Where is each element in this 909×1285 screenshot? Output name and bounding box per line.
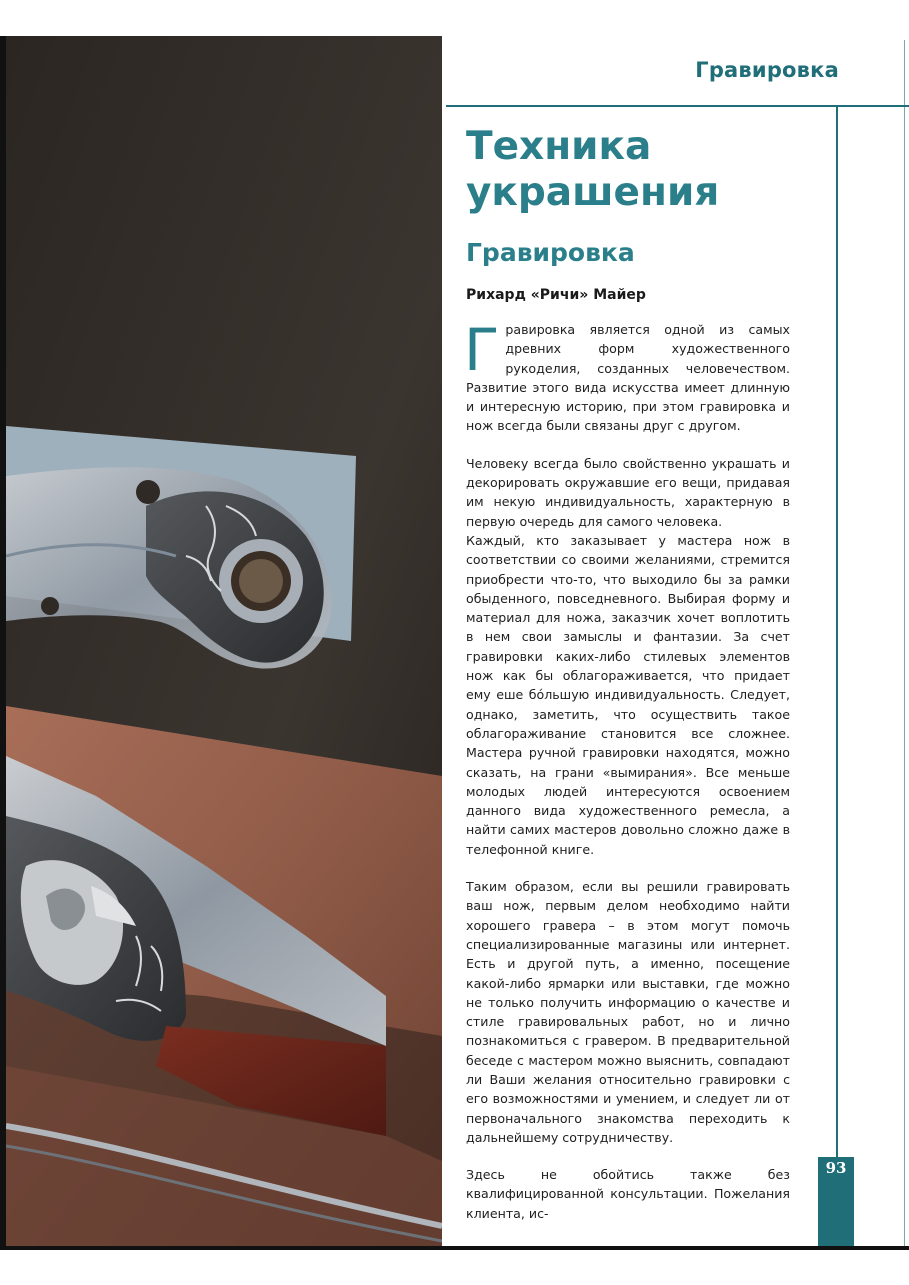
author-byline: Рихард «Ричи» Майер	[466, 287, 646, 303]
paragraph-1	[464, 316, 790, 436]
scan-bottom-edge	[0, 1246, 909, 1250]
paragraph-4: Таким образом, если вы решили гравировать ваш нож, первым делом необходимо найти хорошего гравера – в этом могут помочь специализированные магазины или интернет. Есть и другой путь, а именно, посещение какой-либо ярмарки или выставки, где можно не только получить информацию о качестве и стиле гравировальных работ, но и лично познакомиться с гравером. В предварительной беседе с мастером можно выяснить, совпадают ли Ваши желания относительно гравировки с его возможностями и умением, и следует ли от первоначального знакомства переходить к дальнейшему сотрудничеству.	[466, 879, 790, 1145]
article-body	[464, 316, 790, 1241]
scan-top-margin	[0, 0, 909, 36]
article-title	[466, 124, 826, 216]
drop-cap: Г	[464, 316, 500, 384]
title-line-1: Техника	[466, 124, 652, 169]
paragraph-5: Здесь не обойтись также без квалифицированной консультации. Пожелания клиента, ис-	[466, 1167, 790, 1221]
engraved-knife-photo	[6, 36, 442, 1246]
paragraph-3: Каждый, кто заказывает у мастера нож в соответствии со своими желаниями, стремится приобрести что-то, что выходило бы за рамки обыденного, повседневного. Выбирая форму и материал для ножа, заказчик хочет воплотить в нем свои замыслы и фантазии. За счет гравировки каких-либо стилевых элементов нож как бы облагораживается, что придает ему еше бóльшую индивидуальность. Следует, однако, заметить, что осуществить такое облагораживание становится все сложнее. Мастера ручной гравировки находятся, можно сказать, на грани «вымирания». Все меньше молодых людей интересуются освоением данного вида художественного ремесла, а найти самих мастеров довольно сложно даже в телефонной книге.	[466, 532, 790, 857]
page-number: 93	[825, 1159, 847, 1177]
paragraph-1-text: равировка является одной из самых древних форм художественного рукоделия, созданных человечеством. Развитие этого вида искусства имеет длинную и интересную историю, при этом гравировка и нож всегда были связаны друг с другом.	[466, 322, 790, 434]
running-head: Гравировка	[695, 58, 839, 82]
margin-rule	[836, 107, 838, 1157]
paragraph-2: Человеку всегда было свойственно украшать и декорировать окружавшие его вещи, придавая им некую индивидуальность, характерную в первую очередь для самого человека.	[466, 455, 790, 529]
page-edge-rule	[904, 40, 905, 1250]
title-line-2: украшения	[466, 170, 720, 215]
header-rule	[446, 105, 909, 107]
article-subtitle: Гравировка	[466, 238, 635, 267]
